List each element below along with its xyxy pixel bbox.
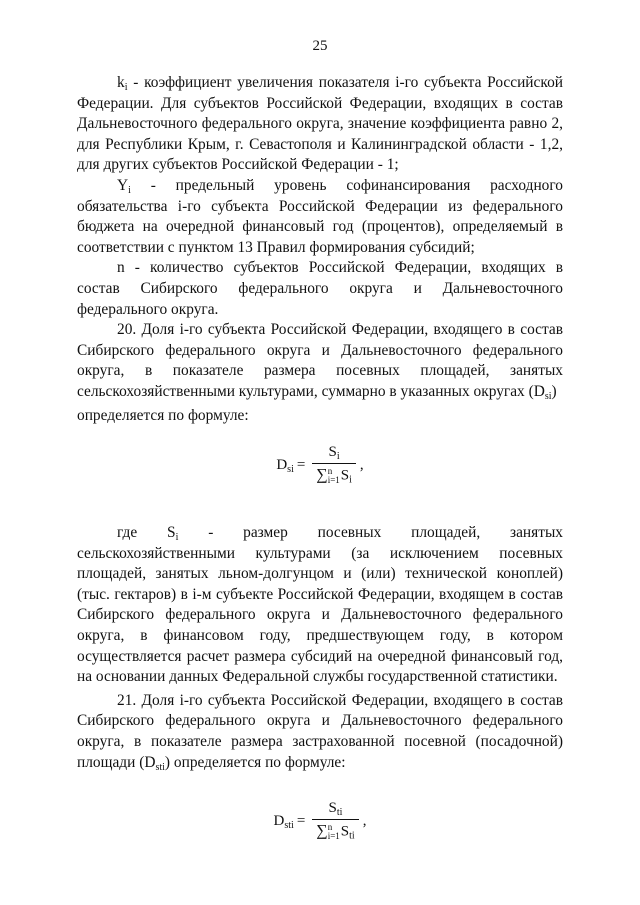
symbol-si-subscript: i xyxy=(175,532,179,544)
formula-dsi xyxy=(77,440,563,490)
sum-sign: ∑ xyxy=(316,466,328,484)
formula-dsti-equals: = xyxy=(296,812,306,829)
formula-dsi-numerator: $S_i$ xyxy=(328,444,340,463)
paragraph-21-end: ) определяется по формуле: xyxy=(164,753,346,771)
k-definition-rest: Федерации. Для субъектов Российской Федерации, входящих в состав Дальневосточного федерального округа, значение коэффициента равно 2, для Республики Крым, г. Севастополя и Калининградской области - 1,2, для других субъектов Российской Федерации - 1; xyxy=(77,94,563,174)
formula-dsti-lhs: $D_{sti}$ xyxy=(273,812,294,831)
paragraph-21-text: 21. Доля i-го субъекта Российской Федерации, входящего в состав Сибирского федерального округа и Дальневосточного федерального округа, в показателе размера застрахованной посевной (посадочной) площади ( xyxy=(77,691,563,771)
formula-dsi-equals: = xyxy=(296,456,306,473)
paragraph-k-coefficient xyxy=(77,73,563,176)
formula-dsi-lhs: $D_{si}$ xyxy=(276,456,294,475)
formula-dsti-denominator: ∑ n i=1 $S_{ti}$ xyxy=(312,819,358,841)
symbol-dsti: D xyxy=(144,753,156,771)
sum-limits: n i=1 xyxy=(327,822,340,842)
k-definition-start: - коэффициент увеличения показателя i-го субъекта Российской xyxy=(127,74,563,91)
formula-dsti xyxy=(77,795,563,847)
symbol-y-subscript: i xyxy=(128,184,131,196)
paragraph-n-definition: n - количество субъектов Российской Федерации, входящих в состав Сибирского федерального округа и Дальневосточного федерального округа. xyxy=(77,259,563,318)
page-body xyxy=(77,73,563,847)
page-number: 25 xyxy=(312,38,328,54)
paragraph-20-close-paren: ) xyxy=(551,382,557,400)
symbol-dsi: D xyxy=(533,382,545,400)
formula-dsi-denominator: ∑ n i=1 $S_i$ xyxy=(312,463,356,485)
paragraph-21 xyxy=(77,691,563,773)
formula-dsi-fraction xyxy=(312,445,356,485)
sum-limits: n i=1 xyxy=(327,466,340,486)
symbol-k: k xyxy=(117,74,125,91)
paragraph-20 xyxy=(77,320,563,402)
symbol-dsi-subscript: si xyxy=(544,390,552,402)
formula-dsi-comma: , xyxy=(359,456,364,473)
sum-sign: ∑ xyxy=(316,822,328,840)
formula-dsti-numerator: $S_{ti}$ xyxy=(328,800,343,819)
y-definition-rest: обязательства i-го субъекта Российской Федерации из федерального бюджета на очередной финансовый год (процентов), определяемый в соответствии с пунктом 13 Правил формирования субсидий; xyxy=(77,197,563,256)
symbol-si: S xyxy=(167,524,176,542)
symbol-k-subscript: i xyxy=(124,82,128,93)
formula-dsti-fraction xyxy=(312,801,358,841)
y-definition-start: - предельный уровень софинансирования расходного xyxy=(130,176,563,194)
paragraph-20-formula-intro: определяется по формуле: xyxy=(77,406,249,424)
symbol-dsti-subscript: sti xyxy=(155,761,165,773)
si-definition-text: - размер посевных площадей, занятых сельскохозяйственными культурами (за исключением посевных площадей, занятых льном-долгунцом и (или) технической коноплей) (тыс. гектаров) в i-м субъекте Российской Федерации, входящем в состав Сибирского федерального округа и Дальневосточного федерального округа, в финансовом году, предшествующем году, в котором осуществляется расчет размера субсидий на очередной финансовый год, на основании данных Федеральной службы государственной статистики. xyxy=(77,524,563,686)
paragraph-y-definition xyxy=(77,176,563,258)
formula-dsti-comma: , xyxy=(362,812,367,829)
paragraph-si-definition: где $S_i$ - размер посевных площадей, занятых сельскохозяйственными культурами (за исключением посевных площадей, занятых льном-долгунцом и (или) технической коноплей) (тыс. гектаров) в i-м субъекте Российской Федерации, входящем в состав Сибирского федерального округа и Дальневосточного федерального округа, в финансовом году, предшествующем году, в котором осуществляется расчет размера субсидий на очередной финансовый год, на основании данных Федеральной службы государственной статистики. xyxy=(77,524,563,686)
paragraph-20-text: 20. Доля i-го субъекта Российской Федерации, входящего в состав Сибирского федерального округа и Дальневосточного федерального округа, в показателе размера посевных площадей, занятых сельскохозяйственными культурами, суммарно в указанных округах ( xyxy=(77,321,563,400)
symbol-y: Y xyxy=(117,176,129,194)
